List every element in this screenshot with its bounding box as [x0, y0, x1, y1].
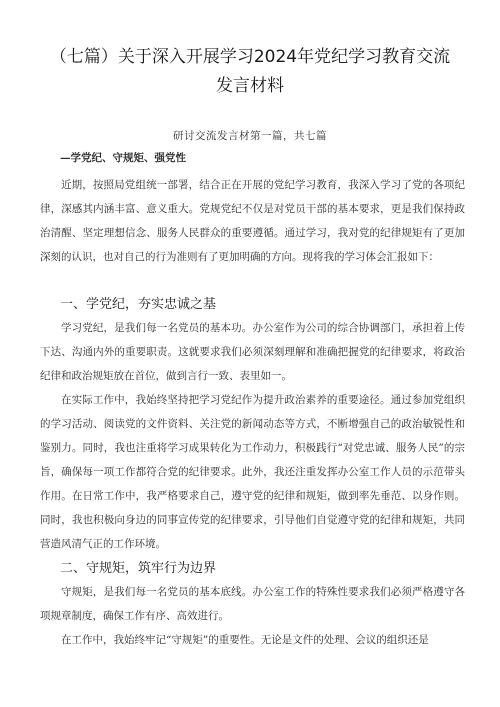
- section-1-heading: 一、学党纪，夯实忠诚之基: [60, 297, 217, 312]
- document-title-line-1: （七篇）关于深入开展学习2024年党纪学习教育交流: [49, 47, 451, 67]
- lead-slogan: —学党纪、守规矩、强党性: [60, 152, 186, 164]
- document-title-line-2: 发言材料: [216, 76, 284, 96]
- section-2-paragraph-1: 守规矩，是我们每一名党员的基本底线。办公室工作的特殊性要求我们必须严格遵守各项规章制度，确保工作有序、高效进行。: [40, 586, 465, 622]
- document-subtitle: 研讨交流发言材第一篇，共七篇: [173, 130, 327, 142]
- section-1-paragraph-2: 在实际工作中，我始终坚持把学习党纪作为提升政治素养的重要途径。通过参加党组织的学习活动、阅读党的文件资料、关注党的新闻动态等方式，不断增强自己的政治敏锐性和鉴别力。同时，我也注重将学习成果转化为工作动力，积极践行“对党忠诚、服务人民”的宗旨，确保每一项工作都符合党的纪律要求。此外，我还注重发挥办公室工作人员的示范带头作用。在日常工作中，我严格要求自己，遵守党的纪律和规矩，做到率先垂范、以身作则。同时，我也积极向身边的同事宣传党的纪律要求，引导他们自觉遵守党的纪律和规矩，共同营造风清气正的工作环境。: [40, 394, 465, 550]
- intro-paragraph: 近期，按照局党组统一部署，结合正在开展的党纪学习教育，我深入学习了党的各项纪律，深感其内涵丰富、意义重大。党规党纪不仅是对党员干部的基本要求，更是我们保持政治清醒、坚定理想信念、服务人民群众的重要遵循。通过学习，我对党的纪律规矩有了更加深刻的认识，也对自己的行为准则有了更加明确的方向。现将我的学习体会汇报如下：: [40, 179, 465, 263]
- section-2-heading: 二、守规矩，筑牢行为边界: [60, 561, 217, 576]
- section-2-paragraph-2: 在工作中，我始终牢记“守规矩”的重要性。无论是文件的处理、会议的组织还是: [61, 634, 429, 646]
- section-1-paragraph-1: 学习党纪，是我们每一名党员的基本功。办公室作为公司的综合协调部门，承担着上传下达、沟通内外的重要职责。这就要求我们必须深刻理解和准确把握党的纪律要求，将政治纪律和政治规矩放在首位，做到言行一致、表里如一。: [40, 322, 465, 382]
